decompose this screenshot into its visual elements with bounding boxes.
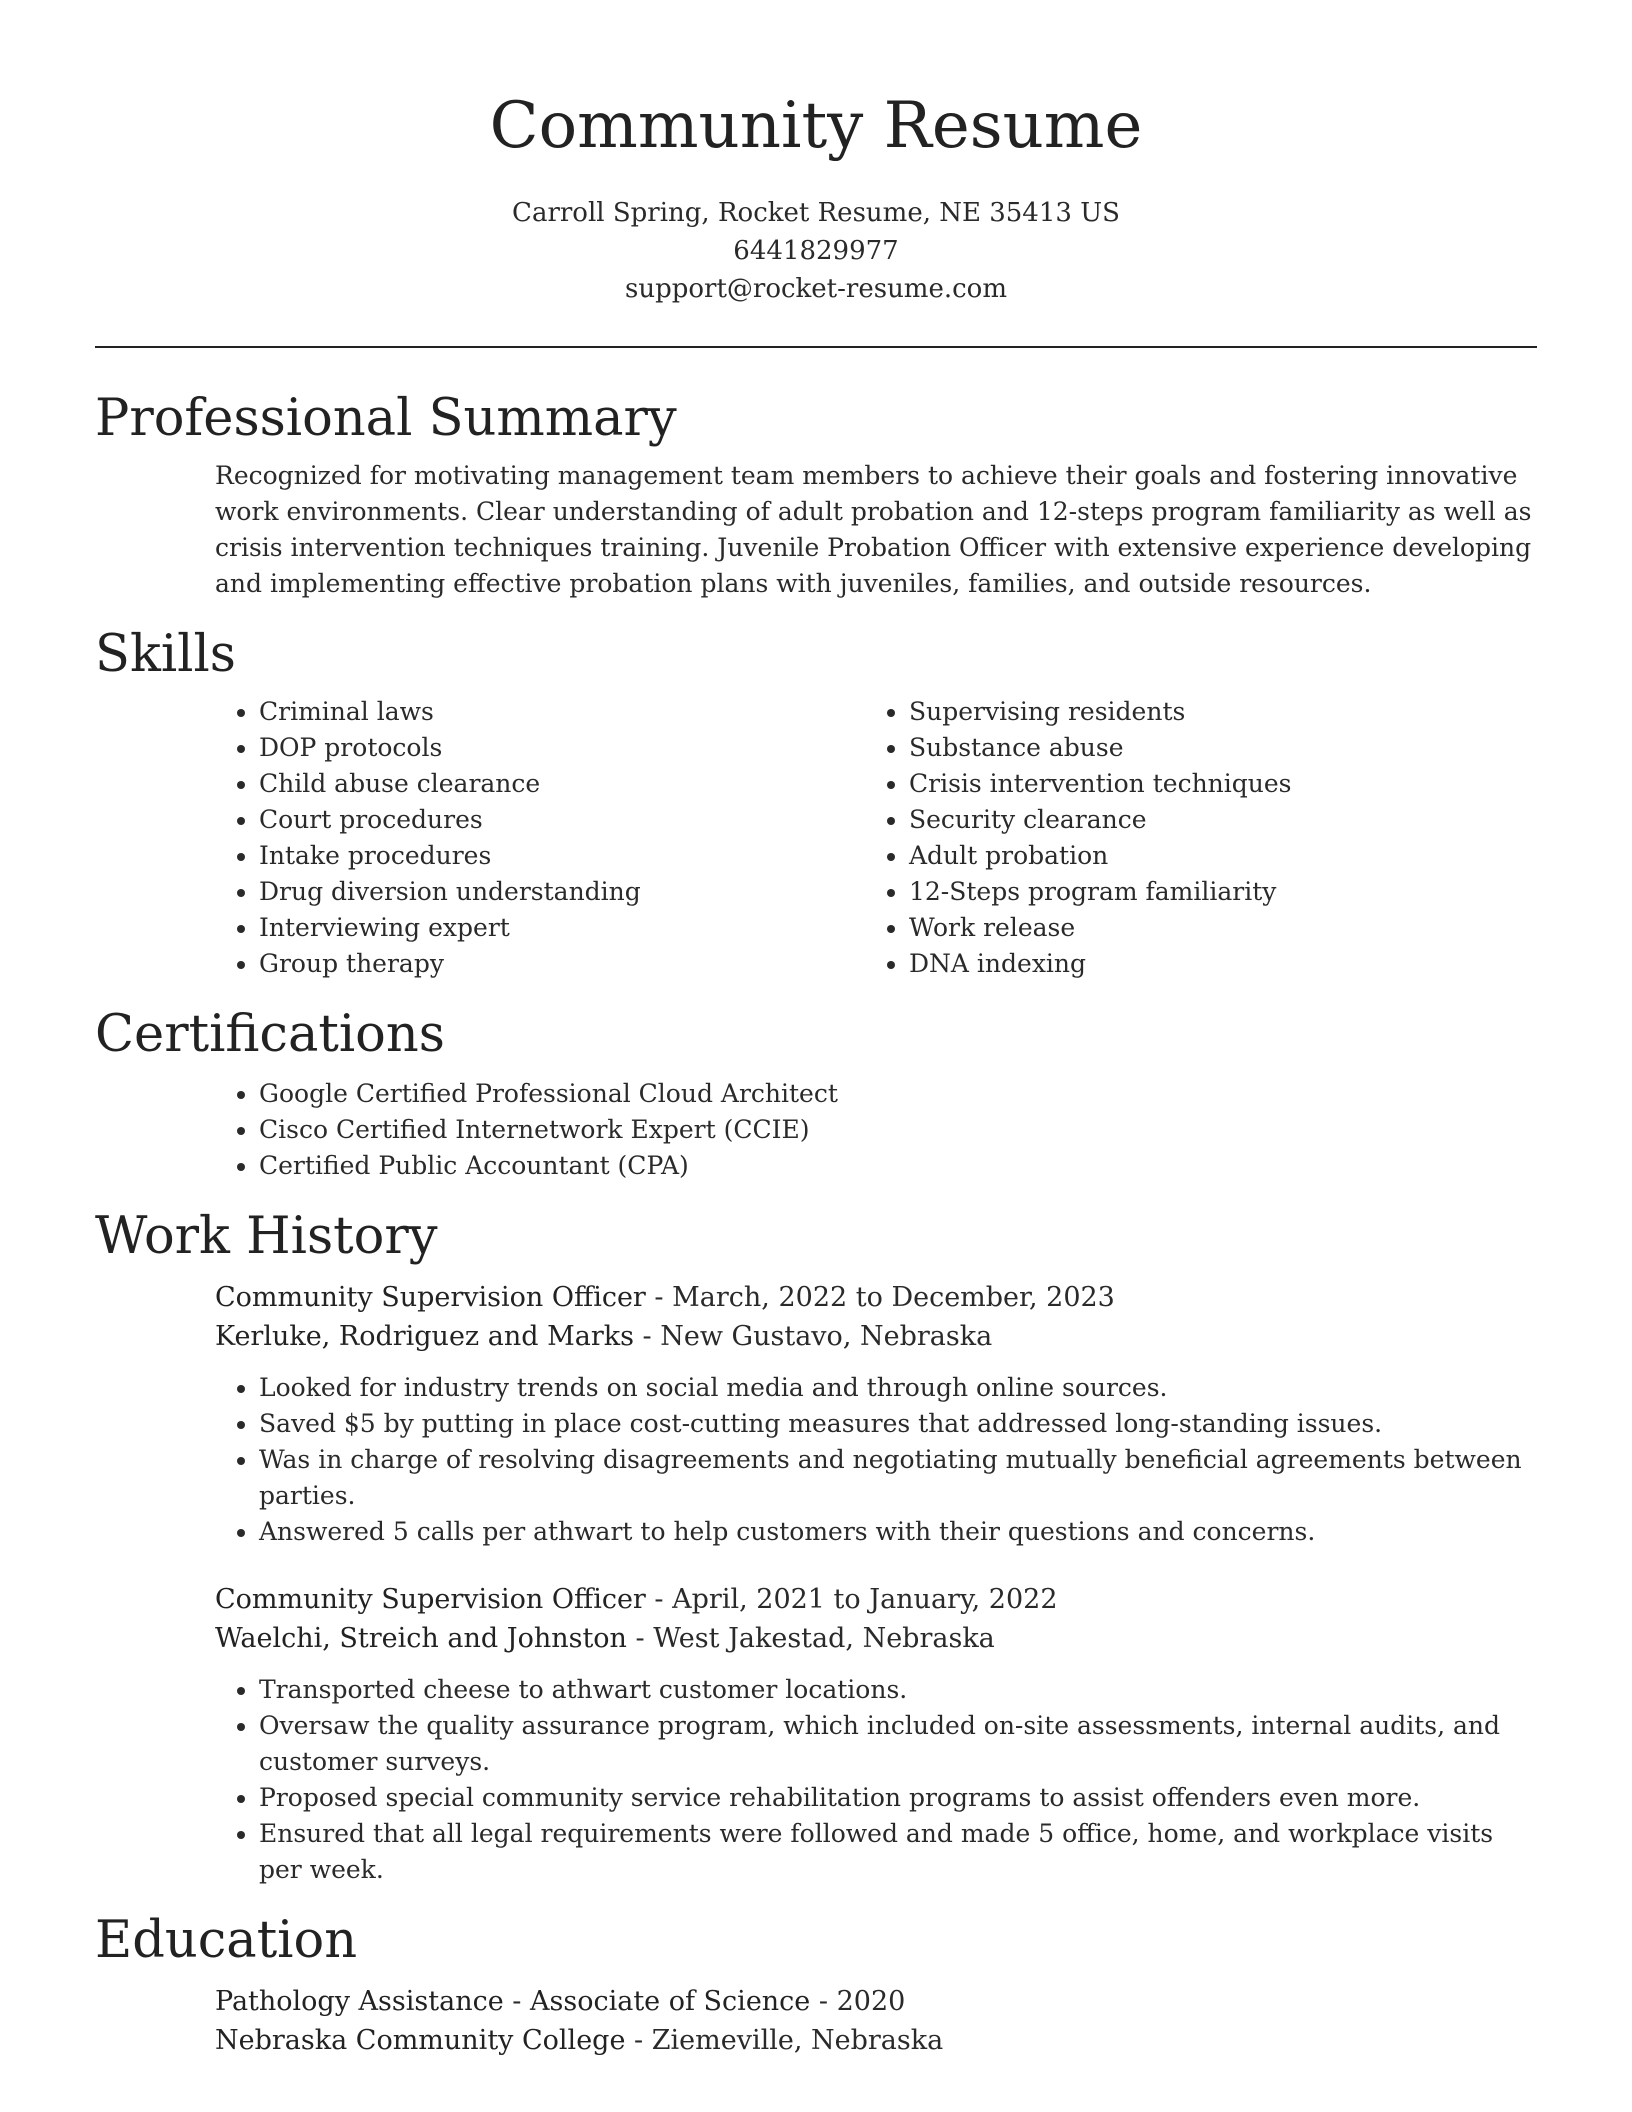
skill-item: • Work release (909, 910, 1515, 946)
job-title-line (215, 1580, 1537, 1619)
certification-item: • Cisco Certified Internetwork Expert (CCIE) (259, 1112, 1537, 1148)
skills-grid (95, 694, 1537, 982)
contact-email: support@rocket-resume.com (624, 274, 1007, 304)
education-field: Pathology Assistance (215, 1986, 504, 2017)
job-company-line (215, 1317, 1537, 1356)
job-role: Community Supervision Officer (215, 1584, 646, 1615)
skill-item: • DNA indexing (909, 946, 1515, 982)
summary-section (95, 388, 1537, 602)
certifications-section (95, 1004, 1537, 1184)
job-location: New Gustavo, Nebraska (660, 1321, 993, 1352)
job-dates: March, 2022 to December, 2023 (672, 1282, 1115, 1313)
summary-text: Recognized for motivating management team members to achieve their goals and fostering innovative work environments. Clear understanding of adult probation and 12-steps program familiarity as well as crisis intervention techniques training. Juvenile Probation Officer with extensive experience developing and implementing effective probation plans with juveniles, families, and outside resources. (215, 461, 1532, 598)
education-school-line (215, 2021, 1537, 2060)
job-bullet: • Transported cheese to athwart customer locations. (259, 1672, 1537, 1708)
resume-header (95, 0, 1537, 308)
job-title-line (215, 1278, 1537, 1317)
job-company: Waelchi, Streich and Johnston (215, 1623, 627, 1654)
skill-item: • Security clearance (909, 802, 1515, 838)
skills-section (95, 624, 1537, 982)
skill-item: • Adult probation (909, 838, 1515, 874)
skill-item: • Drug diversion understanding (259, 874, 865, 910)
separator: - (625, 2025, 652, 2056)
skills-heading: Skills (95, 625, 236, 684)
summary-heading: Professional Summary (95, 389, 677, 448)
job-entry (215, 1278, 1537, 1550)
certification-item: • Google Certified Professional Cloud Architect (259, 1076, 1537, 1112)
skill-item: • 12-Steps program familiarity (909, 874, 1515, 910)
skill-item: • Interviewing expert (259, 910, 865, 946)
job-bullet: • Saved $5 by putting in place cost-cutting measures that addressed long-standing issues. (259, 1406, 1537, 1442)
work-history-section (95, 1206, 1537, 1888)
skill-item: • Supervising residents (909, 694, 1515, 730)
skill-item: • Crisis intervention techniques (909, 766, 1515, 802)
separator: - (503, 1986, 530, 2017)
job-role: Community Supervision Officer (215, 1282, 646, 1313)
education-location: Ziemeville, Nebraska (651, 2025, 944, 2056)
education-heading: Education (95, 1911, 358, 1970)
separator: - (645, 1584, 673, 1615)
certifications-heading: Certifications (95, 1005, 445, 1064)
education-degree-line (215, 1982, 1537, 2021)
skill-item: • Criminal laws (259, 694, 865, 730)
skill-item: • Intake procedures (259, 838, 865, 874)
job-bullet: • Answered 5 calls per athwart to help customers with their questions and concerns. (259, 1514, 1537, 1550)
skill-item: • DOP protocols (259, 730, 865, 766)
education-school: Nebraska Community College (215, 2025, 626, 2056)
skills-column-right (865, 694, 1515, 982)
certification-item: • Certified Public Accountant (CPA) (259, 1148, 1537, 1184)
education-year: 2020 (836, 1986, 906, 2017)
education-entry (215, 1982, 1537, 2060)
job-bullet: • Ensured that all legal requirements were followed and made 5 office, home, and workplace visits per week. (259, 1816, 1537, 1888)
separator: - (633, 1321, 661, 1352)
job-bullet: • Oversaw the quality assurance program, which included on-site assessments, internal audits, and customer surveys. (259, 1708, 1537, 1780)
job-location: West Jakestad, Nebraska (653, 1623, 995, 1654)
education-section (95, 1910, 1537, 2060)
separator: - (810, 1986, 837, 2017)
skill-item: • Group therapy (259, 946, 865, 982)
skill-item: • Child abuse clearance (259, 766, 865, 802)
separator: - (645, 1282, 673, 1313)
job-bullet: • Was in charge of resolving disagreements and negotiating mutually beneficial agreements between parties. (259, 1442, 1537, 1514)
resume-name: Community Resume (489, 89, 1143, 163)
job-entry (215, 1580, 1537, 1888)
job-bullet: • Looked for industry trends on social media and through online sources. (259, 1370, 1537, 1406)
job-company: Kerluke, Rodriguez and Marks (215, 1321, 634, 1352)
job-dates: April, 2021 to January, 2022 (672, 1584, 1058, 1615)
job-company-line (215, 1619, 1537, 1658)
skill-item: • Substance abuse (909, 730, 1515, 766)
education-degree: Associate of Science (530, 1986, 811, 2017)
contact-address: Carroll Spring, Rocket Resume, NE 35413 US (512, 198, 1120, 228)
skill-item: • Court procedures (259, 802, 865, 838)
header-divider (95, 346, 1537, 348)
contact-phone: 6441829977 (733, 236, 899, 266)
separator: - (626, 1623, 654, 1654)
job-bullet: • Proposed special community service rehabilitation programs to assist offenders even more. (259, 1780, 1537, 1816)
work-history-heading: Work History (95, 1207, 438, 1266)
skills-column-left (215, 694, 865, 982)
